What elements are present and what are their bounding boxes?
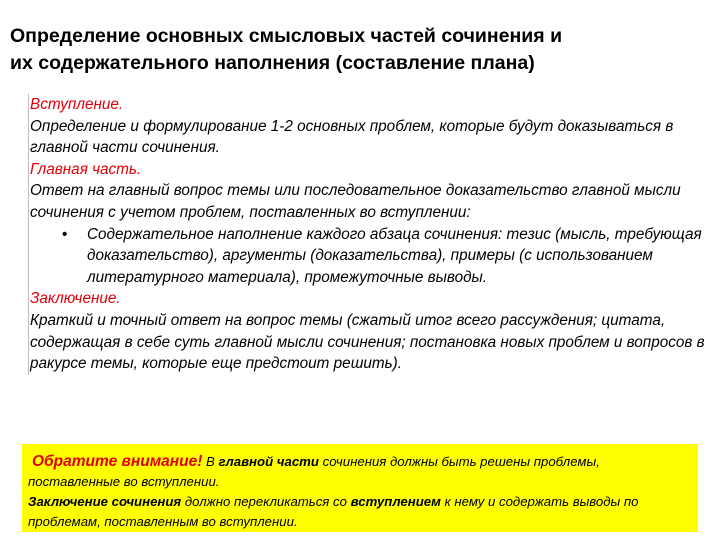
note-bold-main-part: главной части: [218, 454, 319, 469]
note-bold-intro: вступлением: [350, 494, 441, 509]
page-title: [10, 23, 710, 77]
title-line-2: их содержательного наполнения (составление плана): [10, 52, 535, 74]
note-bold-conclusion: Заключение сочинения: [28, 494, 182, 509]
bullet-text: Содержательное наполнение каждого абзаца сочинения: тезис (мысль, требующая доказательство), аргументы (доказательства), примеры (с использованием литературного материала), промежуточные выводы.: [87, 225, 702, 286]
main-part-bullet: [30, 224, 710, 289]
essay-plan-body: [28, 94, 710, 375]
intro-text: Определение и формулирование 1-2 основных проблем, которые будут доказываться в главной части сочинения.: [30, 117, 674, 157]
note-lead: Обратите внимание!: [32, 453, 203, 470]
conclusion-text: Краткий и точный ответ на вопрос темы (сжатый итог всего рассуждения; цитата, содержащая в себе суть главной мысли сочинения; постановка новых проблем и вопросов в ракурсе темы, которые еще предстоит решить).: [30, 311, 705, 373]
main-part-text: Ответ на главный вопрос темы или последовательное доказательство главной мысли сочинения с учетом проблем, поставленных во вступлении:: [30, 182, 681, 221]
title-line-1: Определение основных смысловых частей сочинения и: [10, 25, 563, 47]
note-text-2: сочинения должны быть решены проблемы, поставленные во вступлении.: [28, 454, 600, 489]
conclusion-heading: Заключение.: [30, 290, 121, 308]
note-text-1: В: [202, 454, 219, 469]
main-part-heading: Главная часть.: [30, 160, 142, 178]
note-paragraph-2: [28, 492, 692, 532]
note-text-3: должно перекликаться со: [181, 494, 351, 509]
bullet-icon: •: [62, 225, 68, 243]
attention-note: [22, 444, 698, 532]
note-text-4: к нему и содержать выводы по проблемам, поставленным во вступлении.: [28, 494, 639, 529]
intro-heading: Вступление.: [30, 96, 124, 113]
note-paragraph-1: [28, 452, 692, 492]
